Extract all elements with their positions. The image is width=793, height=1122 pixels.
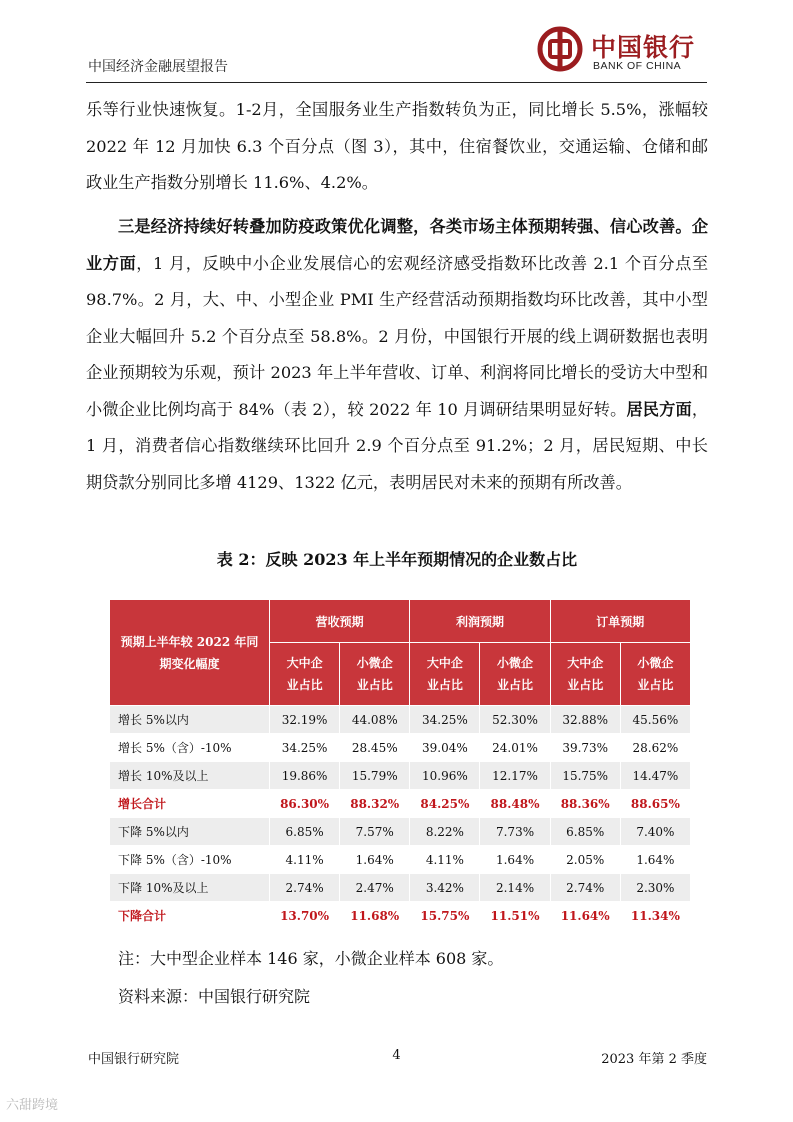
table-cell: 19.86% [270, 762, 340, 790]
table-cell: 24.01% [480, 734, 550, 762]
table-row-total-increase [110, 790, 691, 818]
table-cell: 12.17% [480, 762, 550, 790]
table-row [110, 818, 691, 846]
watermark [6, 1094, 58, 1113]
table-cell: 34.25% [410, 706, 480, 734]
table-cell: 1.64% [340, 846, 410, 874]
table-cell: 39.04% [410, 734, 480, 762]
table-cell: 13.70% [270, 902, 340, 930]
table-row-total-decrease [110, 902, 691, 930]
resident-text: ，1 月，消费者信心指数继续环比回升 2.9 个百分点至 91.2%；2 月，居民短期、中长期贷款分别同比多增 4129、1322 亿元，表明居民对未来的预期有所改善。 [86, 399, 709, 492]
table-cell: 2.74% [270, 874, 340, 902]
expectation-table [109, 599, 691, 930]
subheader-cell: 小微企业占比 [620, 643, 690, 706]
row-header-label: 预期上半年较 2022 年同期变化幅度 [110, 600, 270, 706]
table-cell: 15.79% [340, 762, 410, 790]
subheader-cell: 大中企业占比 [550, 643, 620, 706]
table-cell: 45.56% [620, 706, 690, 734]
page-footer [86, 1048, 707, 1070]
table-row [110, 706, 691, 734]
table-cell: 2.47% [340, 874, 410, 902]
table-cell: 88.48% [480, 790, 550, 818]
table-cell: 11.51% [480, 902, 550, 930]
paragraph-services: 乐等行业快速恢复。1-2月，全国服务业生产指数转负为正，同比增长 5.5%，涨幅较 2022 年 12 月加快 6.3 个百分点（图 3），其中，住宿餐饮业，交通运输、仓储和邮政业生产指数分别增长 11.6%、4.2%。 [86, 100, 708, 192]
paragraph-lead-sentence: 三是经济持续好转叠加防疫政策优化调整，各类市场主体预期转强、信心改善。 [118, 217, 692, 236]
table-cell: 2.30% [620, 874, 690, 902]
table-cell: 2.74% [550, 874, 620, 902]
table-cell: 88.65% [620, 790, 690, 818]
logo-chinese-name: 中国银行 [591, 33, 696, 62]
table-cell: 4.11% [270, 846, 340, 874]
row-label: 下降合计 [110, 902, 270, 930]
table-cell: 34.25% [270, 734, 340, 762]
table-cell: 32.19% [270, 706, 340, 734]
resident-heading: 居民方面 [626, 399, 692, 419]
table-cell: 84.25% [410, 790, 480, 818]
group-header-revenue: 营收预期 [270, 600, 410, 643]
row-label: 增长 5%以内 [110, 706, 270, 734]
enterprise-heading: 企业方面 [86, 217, 708, 273]
table-cell: 6.85% [550, 818, 620, 846]
subheader-cell: 大中企业占比 [410, 643, 480, 706]
row-label: 增长 10%及以上 [110, 762, 270, 790]
enterprise-text: ，1 月，反映中小企业发展信心的宏观经济感受指数环比改善 2.1 个百分点至 98.7%。2 月，大、中、小型企业 PMI 生产经营活动预期指数均环比改善，其中小型企业大幅回升 5.2 个百分点至 58.8%。2 月份，中国银行开展的线上调研数据也表明企业预期较为乐观，预计 2023 年上半年营收、订单、利润将同比增长的受访大中型和小微企业比例均高于 84%（表 2），较 2022 年 10 月调研结果明显好转。 [86, 253, 709, 419]
table-row [110, 734, 691, 762]
footer-quarter: 2023 年第 2 季度 [601, 1052, 707, 1067]
table-cell: 39.73% [550, 734, 620, 762]
table-row [110, 762, 691, 790]
table-cell: 7.40% [620, 818, 690, 846]
table-cell: 44.08% [340, 706, 410, 734]
row-label: 增长 5%（含）-10% [110, 734, 270, 762]
table-cell: 4.11% [410, 846, 480, 874]
table-cell: 15.75% [550, 762, 620, 790]
page-header [86, 26, 707, 83]
group-header-orders: 订单预期 [550, 600, 690, 643]
paragraph-expectations [86, 209, 708, 501]
table-note: 注：大中型企业样本 146 家，小微企业样本 608 家。 [118, 949, 504, 968]
table-caption: 表 2：反映 2023 年上半年预期情况的企业数占比 [216, 550, 578, 569]
table-cell: 11.34% [620, 902, 690, 930]
table-cell: 28.62% [620, 734, 690, 762]
table-cell: 7.73% [480, 818, 550, 846]
table-cell: 10.96% [410, 762, 480, 790]
row-label: 下降 5%（含）-10% [110, 846, 270, 874]
page-number: 4 [392, 1048, 401, 1063]
footer-publisher: 中国银行研究院 [88, 1052, 180, 1067]
table-cell: 14.47% [620, 762, 690, 790]
data-source: 资料来源：中国银行研究院 [118, 987, 311, 1006]
table-cell: 1.64% [620, 846, 690, 874]
watermark-text: 六甜跨境 [6, 1097, 59, 1112]
table-cell: 32.88% [550, 706, 620, 734]
group-header-profit: 利润预期 [410, 600, 550, 643]
row-label: 增长合计 [110, 790, 270, 818]
table-row [110, 846, 691, 874]
table-cell: 3.42% [410, 874, 480, 902]
table-cell: 2.14% [480, 874, 550, 902]
subheader-cell: 小微企业占比 [480, 643, 550, 706]
row-label: 下降 5%以内 [110, 818, 270, 846]
bank-of-china-emblem-icon [537, 26, 583, 72]
table-cell: 11.64% [550, 902, 620, 930]
table-cell: 8.22% [410, 818, 480, 846]
table-cell: 86.30% [270, 790, 340, 818]
subheader-cell: 小微企业占比 [340, 643, 410, 706]
table-cell: 11.68% [340, 902, 410, 930]
report-title: 中国经济金融展望报告 [88, 59, 228, 75]
logo-english-name: BANK OF CHINA [593, 60, 682, 72]
subheader-cell: 大中企业占比 [270, 643, 340, 706]
table-cell: 2.05% [550, 846, 620, 874]
table-cell: 15.75% [410, 902, 480, 930]
table-cell: 1.64% [480, 846, 550, 874]
bank-logo [537, 26, 707, 80]
table-row [110, 874, 691, 902]
table-cell: 7.57% [340, 818, 410, 846]
table-cell: 6.85% [270, 818, 340, 846]
table-cell: 52.30% [480, 706, 550, 734]
table-cell: 88.36% [550, 790, 620, 818]
row-label: 下降 10%及以上 [110, 874, 270, 902]
table-cell: 28.45% [340, 734, 410, 762]
table-cell: 88.32% [340, 790, 410, 818]
